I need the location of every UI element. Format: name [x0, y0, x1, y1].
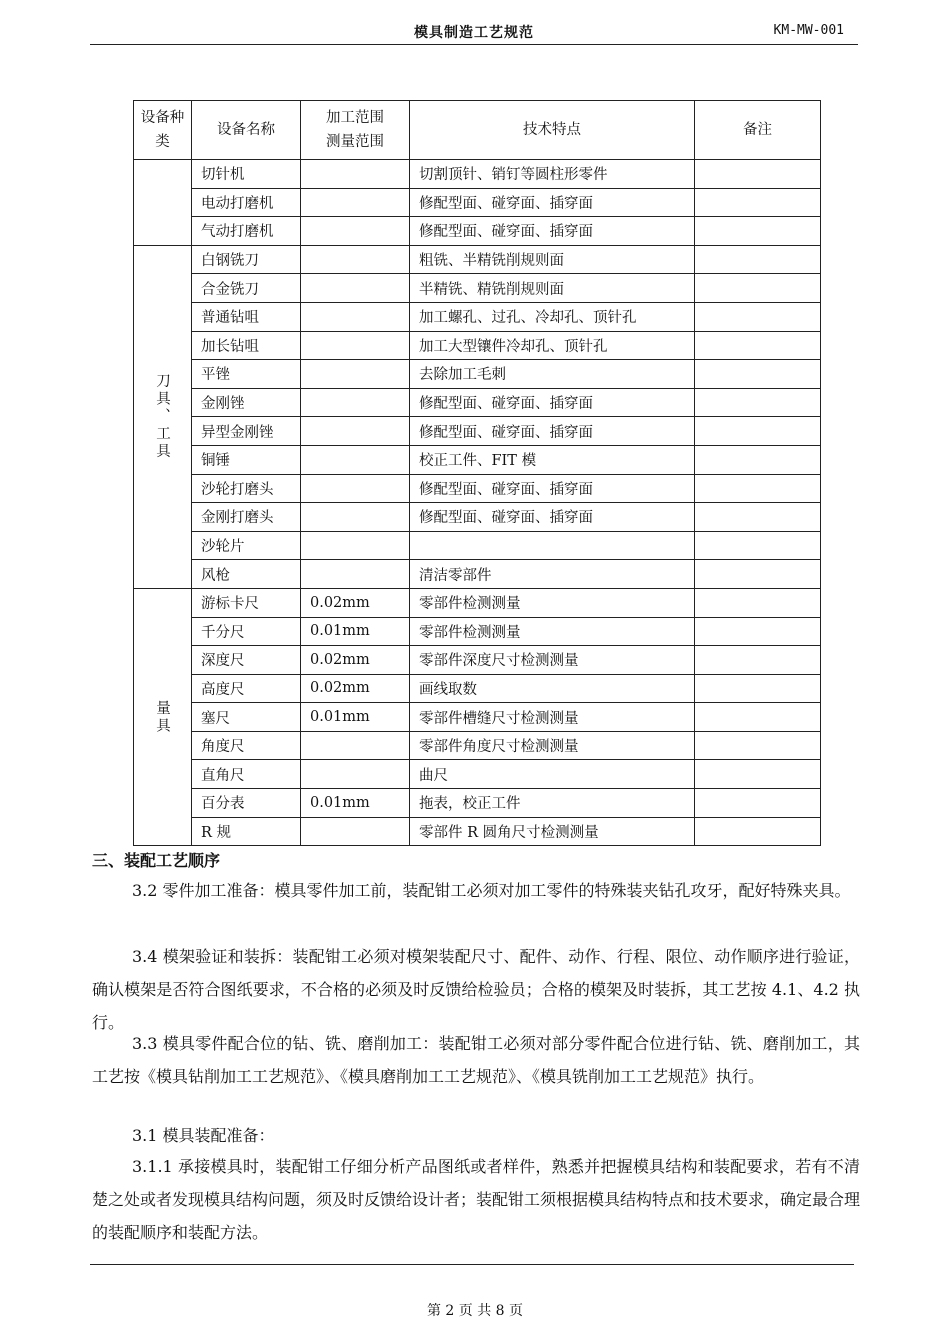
range-cell	[301, 188, 410, 217]
feature-cell: 曲尺	[410, 760, 695, 789]
range-cell	[301, 245, 410, 274]
name-cell: 百分表	[192, 789, 301, 818]
feature-cell: 修配型面、碰穿面、插穿面	[410, 503, 695, 532]
note-cell	[695, 160, 821, 189]
range-cell: 0.02mm	[301, 674, 410, 703]
feature-cell: 零部件 R 圆角尺寸检测测量	[410, 817, 695, 846]
note-cell	[695, 646, 821, 675]
note-cell	[695, 503, 821, 532]
feature-cell: 零部件检测测量	[410, 588, 695, 617]
range-cell	[301, 388, 410, 417]
page-header	[90, 20, 858, 45]
name-cell: 游标卡尺	[192, 588, 301, 617]
note-cell	[695, 617, 821, 646]
range-cell: 0.02mm	[301, 588, 410, 617]
name-cell: 加长钻咀	[192, 331, 301, 360]
table-header-row	[134, 101, 821, 160]
feature-cell: 零部件槽缝尺寸检测测量	[410, 703, 695, 732]
feature-cell: 画线取数	[410, 674, 695, 703]
table-row	[134, 160, 821, 189]
table-row	[134, 388, 821, 417]
table-row	[134, 617, 821, 646]
paragraph-3-1: 3.1 模具装配准备：	[132, 1126, 275, 1145]
header-note: 备注	[695, 101, 821, 160]
range-cell	[301, 503, 410, 532]
note-cell	[695, 417, 821, 446]
header-name: 设备名称	[192, 101, 301, 160]
name-cell: 高度尺	[192, 674, 301, 703]
note-cell	[695, 731, 821, 760]
feature-cell: 修配型面、碰穿面、插穿面	[410, 217, 695, 246]
note-cell	[695, 760, 821, 789]
paragraph-3-1-1: 3.1.1 承接模具时，装配钳工仔细分析产品图纸或者样件，熟悉并把握模具结构和装配要求，若有不清楚之处或者发现模具结构问题，须及时反馈给设计者；装配钳工须根据模具结构特点和技术要求，确定最合理的装配顺序和装配方法。	[92, 1157, 861, 1242]
name-cell: 电动打磨机	[192, 188, 301, 217]
footer-divider	[90, 1264, 854, 1265]
feature-cell: 修配型面、碰穿面、插穿面	[410, 474, 695, 503]
range-cell: 0.01mm	[301, 703, 410, 732]
name-cell: 直角尺	[192, 760, 301, 789]
range-cell	[301, 360, 410, 389]
paragraph-3-4: 3.4 模架验证和装拆：装配钳工必须对模架装配尺寸、配件、动作、行程、限位、动作顺序进行验证，确认模架是否符合图纸要求，不合格的必须及时反馈给检验员；合格的模架及时装拆，其工艺按 4.1、4.2 执行。	[92, 947, 860, 1032]
note-cell	[695, 217, 821, 246]
category-cell: 量具	[134, 588, 192, 845]
feature-cell: 修配型面、碰穿面、插穿面	[410, 417, 695, 446]
name-cell: 白钢铣刀	[192, 245, 301, 274]
name-cell: 沙轮片	[192, 531, 301, 560]
feature-cell: 加工大型镶件冷却孔、顶针孔	[410, 331, 695, 360]
feature-cell: 零部件角度尺寸检测测量	[410, 731, 695, 760]
name-cell: 切针机	[192, 160, 301, 189]
name-cell: 深度尺	[192, 646, 301, 675]
range-cell	[301, 817, 410, 846]
table-row	[134, 731, 821, 760]
name-cell: 金刚打磨头	[192, 503, 301, 532]
section-title: 三、装配工艺顺序	[92, 851, 221, 870]
range-cell	[301, 760, 410, 789]
name-cell: 气动打磨机	[192, 217, 301, 246]
note-cell	[695, 474, 821, 503]
name-cell: 铜锤	[192, 445, 301, 474]
name-cell: 普通钻咀	[192, 302, 301, 331]
table-row	[134, 302, 821, 331]
range-cell	[301, 445, 410, 474]
feature-cell: 零部件深度尺寸检测测量	[410, 646, 695, 675]
note-cell	[695, 331, 821, 360]
table-row	[134, 703, 821, 732]
note-cell	[695, 188, 821, 217]
name-cell: 风枪	[192, 560, 301, 589]
table-row	[134, 360, 821, 389]
table-row	[134, 646, 821, 675]
table-row	[134, 674, 821, 703]
table-row	[134, 560, 821, 589]
note-cell	[695, 789, 821, 818]
category-cell	[134, 160, 192, 246]
range-cell	[301, 531, 410, 560]
feature-cell: 拖表，校正工件	[410, 789, 695, 818]
table-row	[134, 760, 821, 789]
range-cell	[301, 560, 410, 589]
paragraph-3-2: 3.2 零件加工准备：模具零件加工前，装配钳工必须对加工零件的特殊装夹钻孔攻牙，配好特殊夹具。	[132, 881, 851, 900]
note-cell	[695, 388, 821, 417]
feature-cell: 去除加工毛刺	[410, 360, 695, 389]
table-row	[134, 188, 821, 217]
table-row	[134, 588, 821, 617]
table-row	[134, 817, 821, 846]
range-cell: 0.01mm	[301, 617, 410, 646]
feature-cell: 零部件检测测量	[410, 617, 695, 646]
feature-cell: 修配型面、碰穿面、插穿面	[410, 188, 695, 217]
name-cell: 金刚锉	[192, 388, 301, 417]
table-row	[134, 274, 821, 303]
name-cell: 平锉	[192, 360, 301, 389]
document-title: 模具制造工艺规范	[414, 25, 534, 41]
name-cell: 沙轮打磨头	[192, 474, 301, 503]
range-cell	[301, 302, 410, 331]
table-row	[134, 503, 821, 532]
table-row	[134, 331, 821, 360]
note-cell	[695, 245, 821, 274]
category-cell: 刀具、工具	[134, 245, 192, 588]
name-cell: 塞尺	[192, 703, 301, 732]
feature-cell: 修配型面、碰穿面、插穿面	[410, 388, 695, 417]
table-row	[134, 217, 821, 246]
feature-cell	[410, 531, 695, 560]
note-cell	[695, 817, 821, 846]
range-cell: 0.01mm	[301, 789, 410, 818]
note-cell	[695, 360, 821, 389]
table-row	[134, 789, 821, 818]
equipment-table	[133, 100, 821, 846]
feature-cell: 校正工件、FIT 模	[410, 445, 695, 474]
name-cell: 合金铣刀	[192, 274, 301, 303]
name-cell: R 规	[192, 817, 301, 846]
range-cell	[301, 331, 410, 360]
name-cell: 角度尺	[192, 731, 301, 760]
table-row	[134, 245, 821, 274]
page-number: 第 2 页 共 8 页	[426, 1303, 524, 1319]
feature-cell: 清洁零部件	[410, 560, 695, 589]
document-code: KM-MW-001	[773, 23, 844, 38]
table-row	[134, 445, 821, 474]
range-cell	[301, 160, 410, 189]
note-cell	[695, 588, 821, 617]
note-cell	[695, 531, 821, 560]
header-feature: 技术特点	[410, 101, 695, 160]
range-cell	[301, 217, 410, 246]
paragraph-3-3: 3.3 模具零件配合位的钻、铣、磨削加工：装配钳工必须对部分零件配合位进行钻、铣、磨削加工，其工艺按《模具钻削加工工艺规范》、《模具磨削加工工艺规范》、《模具铣削加工工艺规范》执行。	[92, 1034, 860, 1086]
range-cell: 0.02mm	[301, 646, 410, 675]
name-cell: 千分尺	[192, 617, 301, 646]
table-row	[134, 531, 821, 560]
header-category: 设备种类	[134, 101, 192, 160]
note-cell	[695, 445, 821, 474]
feature-cell: 粗铣、半精铣削规则面	[410, 245, 695, 274]
table-body	[134, 160, 821, 846]
header-range: 加工范围测量范围	[301, 101, 410, 160]
table-row	[134, 417, 821, 446]
feature-cell: 切割顶针、销钉等圆柱形零件	[410, 160, 695, 189]
table-row	[134, 474, 821, 503]
note-cell	[695, 674, 821, 703]
range-cell	[301, 417, 410, 446]
range-cell	[301, 474, 410, 503]
range-cell	[301, 731, 410, 760]
feature-cell: 半精铣、精铣削规则面	[410, 274, 695, 303]
range-cell	[301, 274, 410, 303]
note-cell	[695, 274, 821, 303]
note-cell	[695, 560, 821, 589]
note-cell	[695, 703, 821, 732]
feature-cell: 加工螺孔、过孔、冷却孔、顶针孔	[410, 302, 695, 331]
name-cell: 异型金刚锉	[192, 417, 301, 446]
note-cell	[695, 302, 821, 331]
